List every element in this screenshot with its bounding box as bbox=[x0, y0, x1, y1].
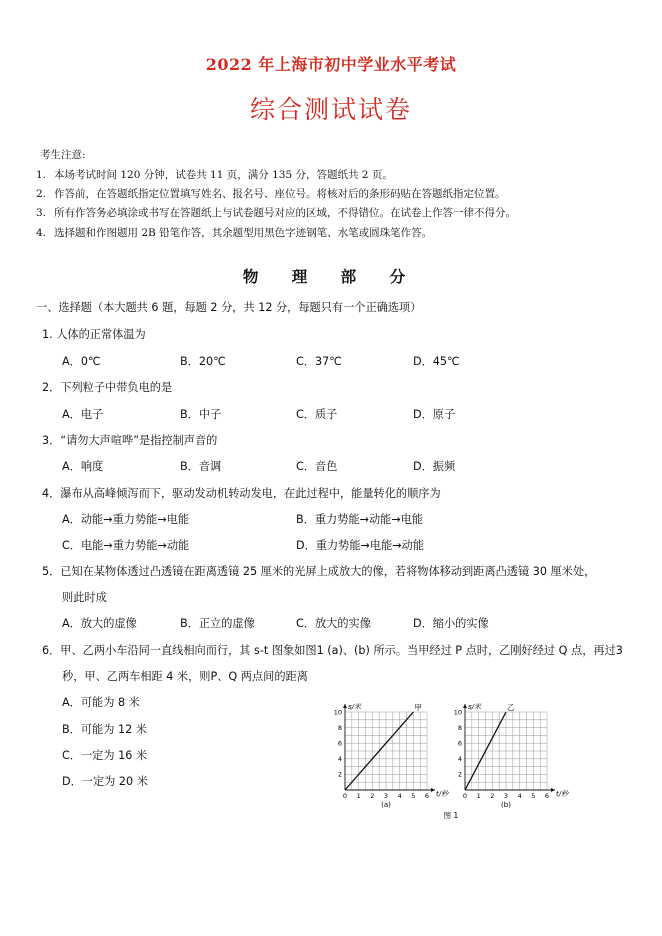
option-a: A．动能→重力势能→电能 bbox=[62, 513, 190, 526]
part-header: 一、选择题（本大题共 6 题，每题 2 分，共 12 分，每题只有一个正确选项） bbox=[36, 301, 422, 314]
x-tick-label: 1 bbox=[356, 792, 361, 800]
option-b: B．可能为 12 米 bbox=[62, 723, 147, 736]
x-tick-label: 3 bbox=[383, 792, 389, 800]
x-tick-label: 0 bbox=[462, 792, 468, 800]
option-a: A．0℃ bbox=[62, 355, 101, 368]
option-a: A．可能为 8 米 bbox=[62, 696, 140, 709]
option-b: B．音调 bbox=[180, 460, 222, 473]
section-title: 物 理 部 分 bbox=[242, 267, 420, 286]
notice-item-number: 1. bbox=[36, 169, 47, 181]
x-tick-label: 6 bbox=[544, 792, 550, 800]
option-b: B．中子 bbox=[180, 408, 222, 421]
subfigure-label: (b) bbox=[501, 801, 511, 809]
x-tick-label: 4 bbox=[517, 792, 522, 800]
option-b: B．20℃ bbox=[180, 355, 226, 368]
notice-item-number: 2. bbox=[36, 188, 47, 200]
series-label: 乙 bbox=[507, 703, 515, 712]
y-axis-label: s/米 bbox=[468, 703, 482, 711]
x-tick-label: 1 bbox=[476, 792, 481, 800]
y-tick-label: 4 bbox=[457, 755, 462, 764]
x-tick-label: 2 bbox=[370, 792, 375, 800]
option-a: A．响度 bbox=[62, 460, 104, 473]
chart-b bbox=[454, 703, 570, 809]
x-axis-arrow bbox=[551, 788, 555, 792]
option-c: C．质子 bbox=[296, 408, 338, 421]
x-tick-label: 5 bbox=[531, 792, 536, 800]
option-d: D．振频 bbox=[413, 460, 456, 473]
y-tick-label: 4 bbox=[337, 755, 342, 764]
x-tick-label: 6 bbox=[424, 792, 430, 800]
question-stem: 6．甲、乙两小车沿同一直线相向而行，其 s-t 图象如图1 (a)、(b) 所示。当甲经过 P 点时，乙刚好经过 Q 点，再过3 bbox=[42, 644, 623, 657]
option-d: D．重力势能→电能→动能 bbox=[296, 539, 425, 552]
notice-item-text: 所有作答务必填涂或书写在答题纸上与试卷题号对应的区域，不得错位。在试卷上作答一律不得分。 bbox=[54, 207, 516, 219]
y-tick-label: 8 bbox=[337, 723, 342, 732]
subfigure-label: (a) bbox=[381, 801, 391, 809]
option-d: D．原子 bbox=[413, 408, 456, 421]
y-tick-label: 10 bbox=[453, 708, 462, 717]
series-label: 甲 bbox=[414, 703, 422, 712]
question-stem: 5．已知在某物体透过凸透镜在距离透镜 25 厘米的光屏上成放大的像，若将物体移动到距离凸透镜 30 厘米处， bbox=[42, 565, 596, 578]
x-tick-label: 2 bbox=[490, 792, 495, 800]
option-c: C．音色 bbox=[296, 460, 338, 473]
option-d: D．缩小的实像 bbox=[413, 617, 489, 630]
y-tick-label: 2 bbox=[337, 770, 342, 779]
option-d: D．45℃ bbox=[413, 355, 460, 368]
x-axis-arrow bbox=[431, 788, 435, 792]
x-tick-label: 4 bbox=[397, 792, 402, 800]
y-tick-label: 6 bbox=[457, 739, 462, 748]
question-stem-continued: 秒，甲、乙两车相距 4 米，则P、Q 两点间的距离 bbox=[62, 670, 308, 683]
y-tick-label: 6 bbox=[337, 739, 342, 748]
option-b: B．正立的虚像 bbox=[180, 617, 255, 630]
option-c: C．电能→重力势能→动能 bbox=[62, 539, 190, 552]
figure-1 bbox=[320, 698, 580, 820]
notice-item-number: 4. bbox=[36, 227, 47, 239]
question-stem-continued: 则此时成 bbox=[62, 591, 107, 604]
notice-item-number: 3. bbox=[36, 207, 47, 219]
notice-heading: 考生注意: bbox=[40, 149, 86, 161]
option-a: A．电子 bbox=[62, 408, 104, 421]
question-stem: 1. 人体的正常体温为 bbox=[42, 328, 146, 341]
exam-subtitle: 综合测试试卷 bbox=[249, 95, 412, 124]
y-tick-label: 10 bbox=[333, 708, 342, 717]
question-stem: 3．“请勿大声喧哗”是指控制声音的 bbox=[42, 434, 218, 447]
notice-item-text: 作答前，在答题纸指定位置填写姓名、报名号、座位号。将核对后的条形码贴在答题纸指定位置。 bbox=[54, 188, 506, 200]
figure-caption: 图 1 bbox=[443, 811, 459, 820]
x-axis-label: t/秒 bbox=[556, 790, 569, 798]
notice-item-text: 本场考试时间 120 分钟，试卷共 11 页，满分 135 分，答题纸共 2 页。 bbox=[54, 169, 393, 181]
chart-a bbox=[334, 703, 450, 809]
option-a: A．放大的虚像 bbox=[62, 617, 137, 630]
question-stem: 4．瀑布从高峰倾泻而下，驱动发动机转动发电，在此过程中，能量转化的顺序为 bbox=[42, 487, 441, 500]
option-c: C．放大的实像 bbox=[296, 617, 371, 630]
notice-item-text: 选择题和作图题用 2B 铅笔作答，其余题型用黑色字迹钢笔、水笔或圆珠笔作答。 bbox=[54, 227, 433, 239]
x-tick-label: 5 bbox=[411, 792, 416, 800]
x-tick-label: 0 bbox=[342, 792, 348, 800]
y-tick-label: 8 bbox=[457, 723, 462, 732]
option-d: D．一定为 20 米 bbox=[62, 775, 148, 788]
exam-title: 2022 年上海市初中学业水平考试 bbox=[205, 55, 457, 74]
y-axis-label: s/米 bbox=[348, 703, 362, 711]
y-tick-label: 2 bbox=[457, 770, 462, 779]
y-axis-arrow bbox=[463, 704, 467, 708]
option-c: C．37℃ bbox=[296, 355, 342, 368]
option-c: C．一定为 16 米 bbox=[62, 749, 148, 762]
y-axis-arrow bbox=[343, 704, 347, 708]
question-stem: 2．下列粒子中带负电的是 bbox=[42, 381, 173, 394]
x-tick-label: 3 bbox=[503, 792, 509, 800]
x-axis-label: t/秒 bbox=[436, 790, 449, 798]
option-b: B．重力势能→动能→电能 bbox=[296, 513, 424, 526]
